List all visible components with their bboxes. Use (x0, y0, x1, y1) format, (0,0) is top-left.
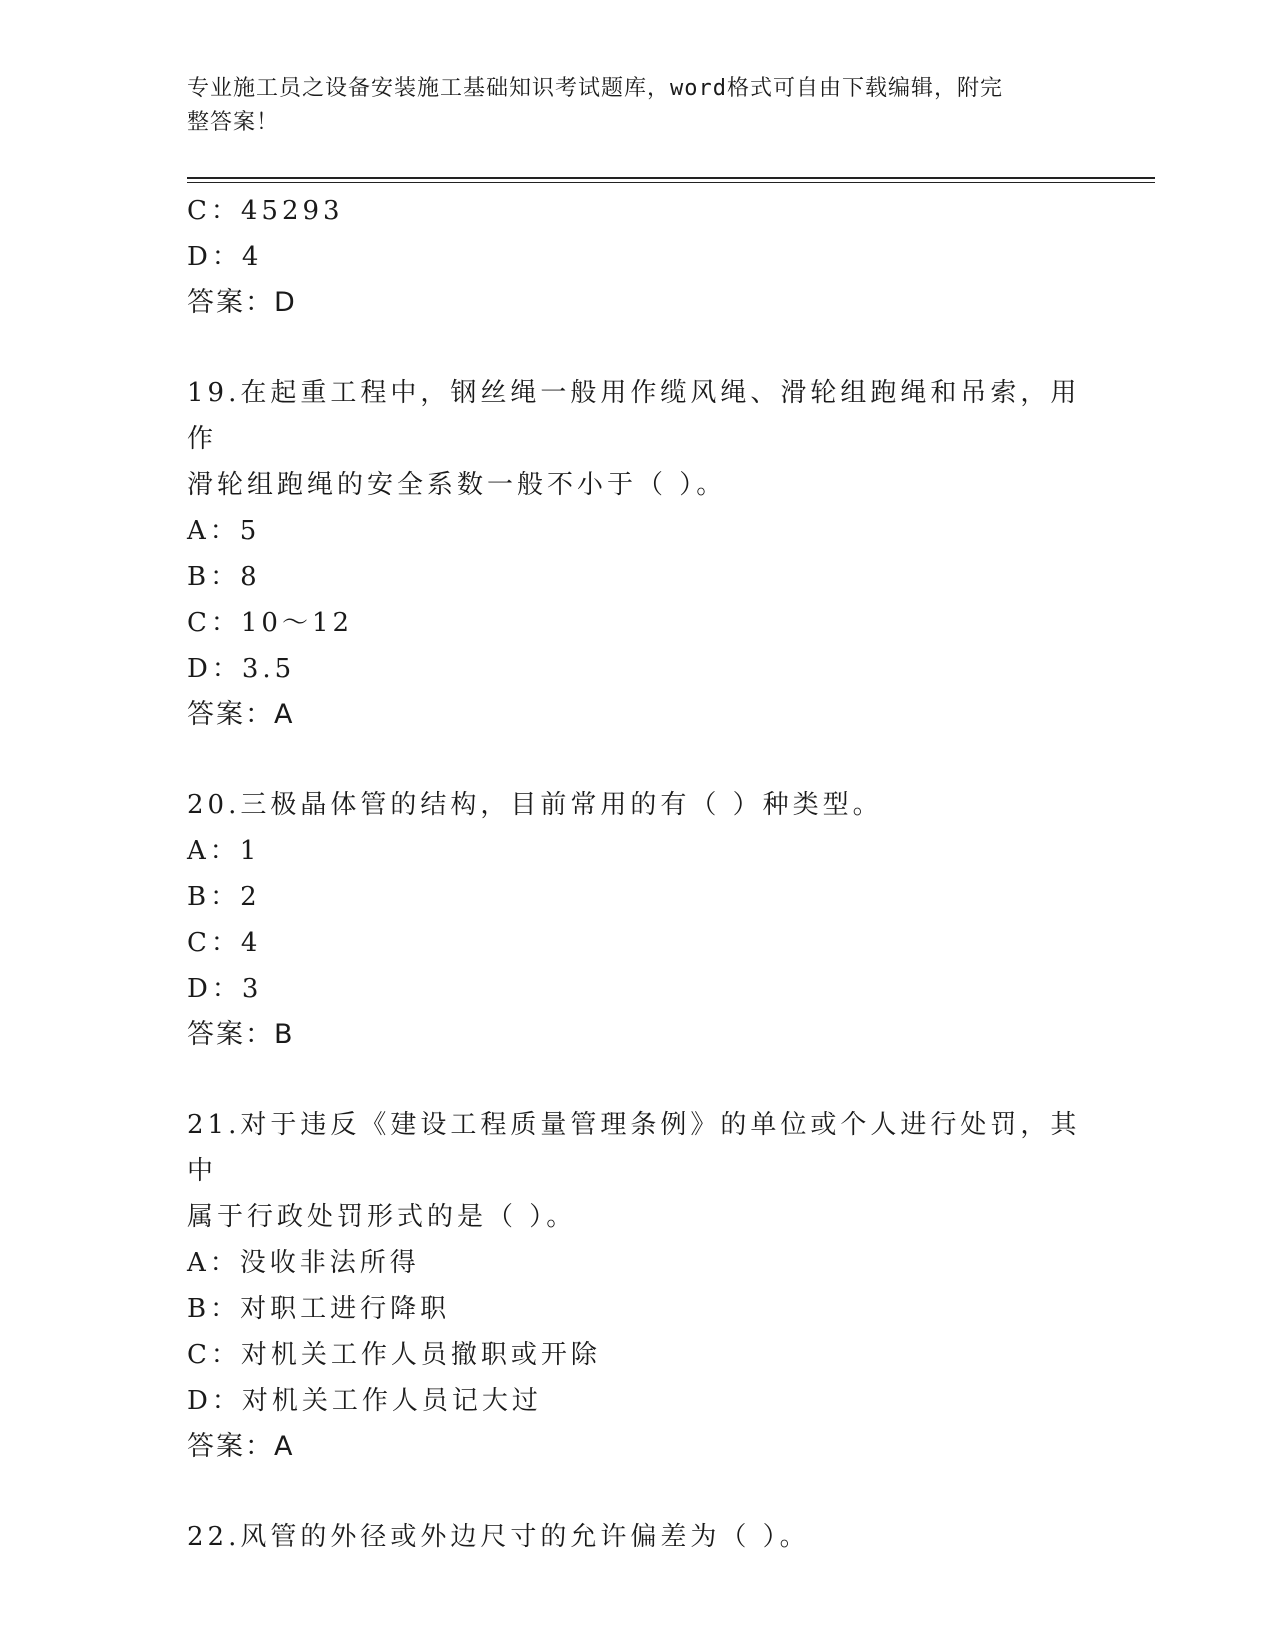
question-stem-continued: 滑轮组跑绳的安全系数一般不小于（ ）。 (187, 470, 727, 500)
answer-line: 答案：A (187, 1431, 295, 1462)
answer-line: 答案：A (187, 699, 295, 730)
question-19 (187, 370, 1087, 738)
option-c: C：4 (187, 928, 262, 958)
option-a: A：没收非法所得 (187, 1248, 420, 1278)
option-d: D：3 (187, 974, 263, 1004)
option-b: B：2 (187, 882, 261, 912)
answer-line: 答案：D (187, 287, 297, 318)
option-c: C：10～12 (187, 608, 354, 638)
carryover-block (187, 188, 1087, 326)
question-stem: 22.风管的外径或外边尺寸的允许偏差为（ ）。 (187, 1522, 810, 1552)
question-stem: 20.三极晶体管的结构，目前常用的有（ ）种类型。 (187, 790, 883, 820)
option-c: C：对机关工作人员撤职或开除 (187, 1340, 601, 1370)
option-d: D：4 (187, 242, 263, 272)
header-divider-thick (187, 177, 1155, 179)
option-b: B：8 (187, 562, 261, 592)
option-d: D：对机关工作人员记大过 (187, 1386, 542, 1416)
option-d: D：3.5 (187, 654, 296, 684)
option-a: A：1 (187, 836, 261, 866)
header-divider-thin (187, 182, 1155, 183)
question-stem: 21.对于违反《建设工程质量管理条例》的单位或个人进行处罚，其中 (187, 1110, 1081, 1186)
question-content (187, 188, 1087, 1560)
option-c: C：45293 (187, 196, 344, 226)
option-a: A：5 (187, 516, 261, 546)
answer-line: 答案：B (187, 1019, 295, 1050)
question-20 (187, 782, 1087, 1058)
question-stem: 19.在起重工程中，钢丝绳一般用作缆风绳、滑轮组跑绳和吊索，用作 (187, 378, 1081, 454)
question-stem-continued: 属于行政处罚形式的是（ ）。 (187, 1202, 577, 1232)
header-line-2: 整答案！ (187, 110, 280, 135)
document-header (187, 72, 1067, 140)
header-line-1: 专业施工员之设备安装施工基础知识考试题库，word格式可自由下载编辑，附完 (187, 76, 1003, 101)
question-21 (187, 1102, 1087, 1470)
option-b: B：对职工进行降职 (187, 1294, 451, 1324)
question-22 (187, 1514, 1087, 1560)
